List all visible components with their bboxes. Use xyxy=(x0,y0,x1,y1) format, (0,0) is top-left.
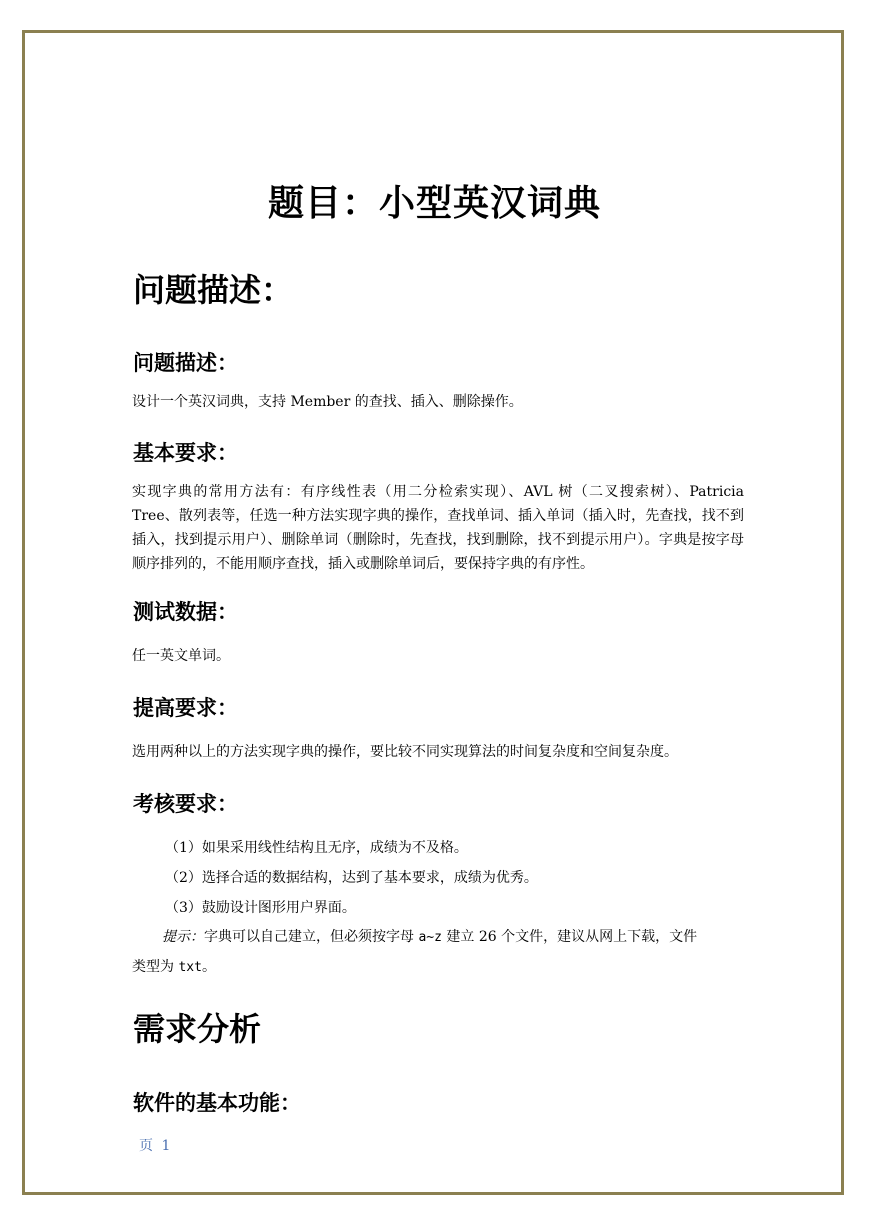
subheading-advanced: 提高要求： xyxy=(133,695,238,720)
subheading-assessment: 考核要求： xyxy=(133,791,238,816)
tip-label: 提示： xyxy=(162,929,204,945)
tip-continuation xyxy=(132,959,216,976)
section-heading-problem: 问题描述： xyxy=(133,271,294,309)
assessment-item: （1）如果采用线性结构且无序，成绩为不及格。 xyxy=(165,840,468,856)
basic-requirements-text: 实现字典的常用方法有：有序线性表（用二分检索实现）、AVL 树（二叉搜索树）、Patricia Tree、散列表等，任选一种方法实现字典的操作，查找单词、插入单词（插入时，先查找，找不到插入，找到提示用户）、删除单词（删除时，先查找，找到删除，找不到提示用户）。字典是按字母顺序排列的，不能用顺序查找，插入或删除单词后，要保持字典的有序性。 xyxy=(132,484,744,572)
tip-text-b: 建立 26 个文件，建议从网上下载，文件 xyxy=(441,929,698,945)
problem-text: 设计一个英汉词典，支持 Member 的查找、插入、删除操作。 xyxy=(132,394,523,410)
subheading-problem: 问题描述： xyxy=(133,350,238,375)
tip-text-a: 字典可以自己建立，但必须按字母 xyxy=(204,929,419,945)
page-number: 页 1 xyxy=(139,1138,173,1154)
document-title: 题目：小型英汉词典 xyxy=(267,182,601,224)
subheading-test: 测试数据： xyxy=(133,599,238,624)
tip-code-ext: txt xyxy=(178,960,202,975)
section-heading-requirements: 需求分析 xyxy=(133,1010,262,1048)
tip-line xyxy=(162,929,697,946)
tip-cont-b: 。 xyxy=(201,959,216,975)
subheading-basic: 基本要求： xyxy=(133,440,238,465)
assessment-item: （3）鼓励设计图形用户界面。 xyxy=(165,900,356,916)
subheading-functions: 软件的基本功能： xyxy=(133,1090,301,1115)
advanced-requirements-text: 选用两种以上的方法实现字典的操作，要比较不同实现算法的时间复杂度和空间复杂度。 xyxy=(132,744,678,760)
tip-cont-a: 类型为 xyxy=(132,959,179,975)
tip-code-range: a~z xyxy=(418,930,442,945)
assessment-item: （2）选择合适的数据结构，达到了基本要求，成绩为优秀。 xyxy=(165,870,538,886)
test-data-text: 任一英文单词。 xyxy=(132,648,230,664)
